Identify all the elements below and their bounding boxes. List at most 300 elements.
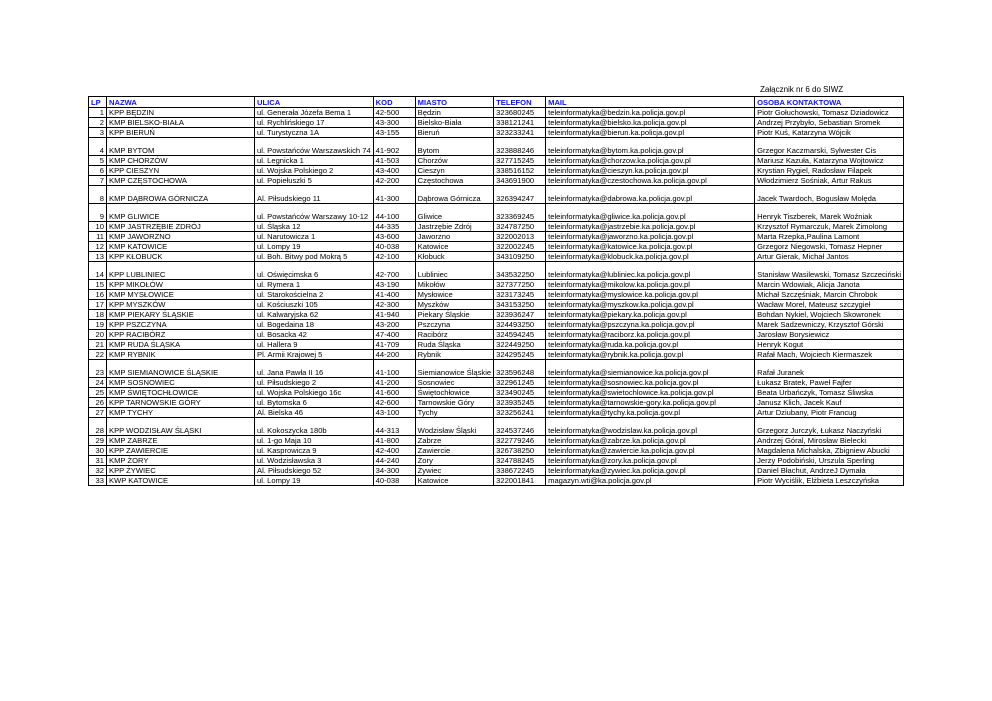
cell-lp: 31 <box>89 456 107 466</box>
header-kod: KOD <box>373 97 415 108</box>
cell-miasto: Rybnik <box>415 350 493 360</box>
cell-kod: 42-500 <box>373 108 415 118</box>
cell-mail: teleinformatyka@ruda.ka.policja.gov.pl <box>546 340 755 350</box>
cell-ulica: ul. Kalwaryjska 62 <box>255 310 374 320</box>
cell-miasto: Bieruń <box>415 128 493 138</box>
cell-nazwa: KMP TYCHY <box>107 408 255 418</box>
cell-osoba: Marta Rzepka,Paulina Lamont <box>755 232 904 242</box>
table-row <box>89 388 904 398</box>
cell-mail: teleinformatyka@myslowice.ka.policja.gov.pl <box>546 290 755 300</box>
cell-lp: 32 <box>89 466 107 476</box>
attachment-note: Załącznik nr 6 do SIWZ <box>760 85 844 94</box>
cell-mail: teleinformatyka@lubliniec.ka.policja.gov.pl <box>546 262 755 280</box>
cell-ulica: ul. Rychlińskiego 17 <box>255 118 374 128</box>
cell-osoba: Henryk Tiszberek, Marek Woźniak <box>755 204 904 222</box>
cell-lp: 9 <box>89 204 107 222</box>
cell-kod: 41-940 <box>373 310 415 320</box>
cell-osoba: Krystian Rygiel, Radosław Filapek <box>755 166 904 176</box>
cell-ulica: ul. Starokościelna 2 <box>255 290 374 300</box>
cell-kod: 43-400 <box>373 166 415 176</box>
table-row <box>89 118 904 128</box>
cell-kod: 43-100 <box>373 408 415 418</box>
table-row <box>89 408 904 418</box>
cell-lp: 19 <box>89 320 107 330</box>
cell-telefon: 323369245 <box>494 204 546 222</box>
cell-ulica: ul. Wojska Polskiego 16c <box>255 388 374 398</box>
cell-lp: 29 <box>89 436 107 446</box>
table-row <box>89 378 904 388</box>
cell-miasto: Wodzisław Śląski <box>415 418 493 436</box>
cell-kod: 41-800 <box>373 436 415 446</box>
cell-ulica: ul. Turystyczna 1A <box>255 128 374 138</box>
cell-osoba: Magdalena Michalska, Zbigniew Abucki <box>755 446 904 456</box>
cell-ulica: ul. Jana Pawła II 16 <box>255 360 374 378</box>
header-nazwa: NAZWA <box>107 97 255 108</box>
table-row <box>89 300 904 310</box>
cell-nazwa: KPP WODZISŁAW ŚLĄSKI <box>107 418 255 436</box>
cell-miasto: Mikołów <box>415 280 493 290</box>
cell-miasto: Dąbrowa Górnicza <box>415 186 493 204</box>
cell-lp: 4 <box>89 138 107 156</box>
cell-mail: teleinformatyka@swietochlowice.ka.policja.gov.pl <box>546 388 755 398</box>
cell-miasto: Sosnowiec <box>415 378 493 388</box>
cell-kod: 42-200 <box>373 176 415 186</box>
cell-osoba: Krzysztof Rymarczuk, Marek Zimolong <box>755 222 904 232</box>
cell-lp: 18 <box>89 310 107 320</box>
cell-nazwa: KPP MIKOŁÓW <box>107 280 255 290</box>
cell-lp: 23 <box>89 360 107 378</box>
cell-lp: 24 <box>89 378 107 388</box>
cell-lp: 2 <box>89 118 107 128</box>
cell-nazwa: KMP DĄBROWA GÓRNICZA <box>107 186 255 204</box>
cell-osoba: Jacek Twardoch, Bogusław Molęda <box>755 186 904 204</box>
table-row <box>89 436 904 446</box>
cell-ulica: ul. Wojska Polskiego 2 <box>255 166 374 176</box>
cell-telefon: 322001841 <box>494 476 546 486</box>
cell-ulica: ul. Kokoszycka 180b <box>255 418 374 436</box>
cell-miasto: Gliwice <box>415 204 493 222</box>
cell-miasto: Piekary Śląskie <box>415 310 493 320</box>
cell-miasto: Katowice <box>415 476 493 486</box>
cell-nazwa: KMP CHORZÓW <box>107 156 255 166</box>
cell-nazwa: KPP TARNOWSKIE GÓRY <box>107 398 255 408</box>
cell-ulica: ul. Kasprowicza 9 <box>255 446 374 456</box>
table-row <box>89 418 904 436</box>
cell-osoba: Bohdan Nykiel, Wojciech Skowronek <box>755 310 904 320</box>
cell-telefon: 327377250 <box>494 280 546 290</box>
cell-ulica: Pl. Armii Krajowej 5 <box>255 350 374 360</box>
cell-telefon: 323490245 <box>494 388 546 398</box>
cell-kod: 43-200 <box>373 320 415 330</box>
cell-mail: teleinformatyka@sosnowiec.ka.policja.gov.pl <box>546 378 755 388</box>
cell-osoba: Marcin Wdowiak, Alicja Janota <box>755 280 904 290</box>
table-row <box>89 466 904 476</box>
cell-mail: teleinformatyka@klobuck.ka.policja.gov.pl <box>546 252 755 262</box>
cell-mail: teleinformatyka@wodzislaw.ka.policja.gov.pl <box>546 418 755 436</box>
table-row <box>89 108 904 118</box>
cell-telefon: 323256241 <box>494 408 546 418</box>
table-row <box>89 204 904 222</box>
cell-telefon: 338121241 <box>494 118 546 128</box>
cell-telefon: 327715245 <box>494 156 546 166</box>
cell-lp: 16 <box>89 290 107 300</box>
cell-telefon: 322779246 <box>494 436 546 446</box>
cell-ulica: ul. Hallera 9 <box>255 340 374 350</box>
cell-kod: 41-200 <box>373 378 415 388</box>
cell-telefon: 343153250 <box>494 300 546 310</box>
cell-kod: 34-300 <box>373 466 415 476</box>
cell-telefon: 322961245 <box>494 378 546 388</box>
cell-telefon: 324493250 <box>494 320 546 330</box>
cell-lp: 6 <box>89 166 107 176</box>
table-row <box>89 176 904 186</box>
table-row <box>89 252 904 262</box>
cell-lp: 30 <box>89 446 107 456</box>
cell-kod: 42-600 <box>373 398 415 408</box>
cell-kod: 43-155 <box>373 128 415 138</box>
cell-ulica: ul. Wodzisławska 3 <box>255 456 374 466</box>
cell-kod: 40-038 <box>373 476 415 486</box>
cell-miasto: Będzin <box>415 108 493 118</box>
cell-osoba: Jarosław Borysiewicz <box>755 330 904 340</box>
table-row <box>89 310 904 320</box>
cell-nazwa: KMP MYSŁOWICE <box>107 290 255 300</box>
cell-telefon: 324594245 <box>494 330 546 340</box>
cell-nazwa: KPP BĘDZIN <box>107 108 255 118</box>
cell-mail: teleinformatyka@bielsko.ka.policja.gov.pl <box>546 118 755 128</box>
cell-osoba: Andrzej Góral, Mirosław Bielecki <box>755 436 904 446</box>
cell-kod: 41-503 <box>373 156 415 166</box>
cell-lp: 27 <box>89 408 107 418</box>
cell-ulica: ul. Generała Józefa Bema 1 <box>255 108 374 118</box>
table-row <box>89 186 904 204</box>
cell-miasto: Lubliniec <box>415 262 493 280</box>
cell-miasto: Jaworzno <box>415 232 493 242</box>
cell-mail: teleinformatyka@zywiec.ka.policja.gov.pl <box>546 466 755 476</box>
cell-nazwa: KMP JASTRZĘBIE ZDRÓJ <box>107 222 255 232</box>
header-mail: MAIL <box>546 97 755 108</box>
cell-miasto: Katowice <box>415 242 493 252</box>
cell-osoba: Grzegorz Niegowski, Tomasz Hepner <box>755 242 904 252</box>
cell-nazwa: KMP GLIWICE <box>107 204 255 222</box>
cell-kod: 42-400 <box>373 446 415 456</box>
cell-telefon: 322002245 <box>494 242 546 252</box>
cell-miasto: Tychy <box>415 408 493 418</box>
cell-ulica: ul. 1-go Maja 10 <box>255 436 374 446</box>
cell-ulica: ul. Lompy 19 <box>255 476 374 486</box>
cell-telefon: 323173245 <box>494 290 546 300</box>
table-row <box>89 222 904 232</box>
cell-nazwa: KMP RYBNIK <box>107 350 255 360</box>
table-row <box>89 156 904 166</box>
cell-nazwa: KMP BYTOM <box>107 138 255 156</box>
cell-miasto: Siemianowice Śląskie <box>415 360 493 378</box>
cell-nazwa: KPP CIESZYN <box>107 166 255 176</box>
cell-nazwa: KMP ŻORY <box>107 456 255 466</box>
cell-mail: teleinformatyka@bierun.ka.policja.gov.pl <box>546 128 755 138</box>
cell-osoba: Piotr Gołuchowski, Tomasz Dziadowicz <box>755 108 904 118</box>
cell-osoba: Rafał Mach, Wojciech Kiermaszek <box>755 350 904 360</box>
cell-lp: 5 <box>89 156 107 166</box>
table-row <box>89 138 904 156</box>
cell-mail: teleinformatyka@dabrowa.ka.policja.gov.pl <box>546 186 755 204</box>
cell-telefon: 324788245 <box>494 456 546 466</box>
cell-osoba: Mariusz Kazuła, Katarzyna Wojtowicz <box>755 156 904 166</box>
cell-mail: teleinformatyka@chorzow.ka.policja.gov.pl <box>546 156 755 166</box>
cell-osoba: Marek Sadzewniczy, Krzysztof Górski <box>755 320 904 330</box>
table-row <box>89 232 904 242</box>
cell-telefon: 323680245 <box>494 108 546 118</box>
cell-telefon: 326394247 <box>494 186 546 204</box>
cell-osoba: Rafał Juranek <box>755 360 904 378</box>
cell-miasto: Myszków <box>415 300 493 310</box>
cell-kod: 44-240 <box>373 456 415 466</box>
cell-osoba: Stanisław Wasilewski, Tomasz Szczeciński <box>755 262 904 280</box>
cell-osoba: Łukasz Bratek, Paweł Fajfer <box>755 378 904 388</box>
cell-nazwa: KMP BIELSKO-BIAŁA <box>107 118 255 128</box>
cell-osoba: Jerzy Podobiński, Urszula Sperling <box>755 456 904 466</box>
cell-mail: teleinformatyka@piekary.ka.policja.gov.pl <box>546 310 755 320</box>
cell-nazwa: KPP BIERUŃ <box>107 128 255 138</box>
cell-nazwa: KPP RACIBÓRZ <box>107 330 255 340</box>
header-osoba: OSOBA KONTAKTOWA <box>755 97 904 108</box>
cell-telefon: 323888246 <box>494 138 546 156</box>
table-row <box>89 340 904 350</box>
cell-ulica: ul. Piłsudskiego 2 <box>255 378 374 388</box>
cell-kod: 41-600 <box>373 388 415 398</box>
cell-miasto: Mysłowice <box>415 290 493 300</box>
cell-mail: teleinformatyka@cieszyn.ka.policja.gov.pl <box>546 166 755 176</box>
table-row <box>89 242 904 252</box>
cell-mail: teleinformatyka@zabrze.ka.policja.gov.pl <box>546 436 755 446</box>
cell-ulica: Al. Piłsudskiego 52 <box>255 466 374 476</box>
cell-kod: 41-300 <box>373 186 415 204</box>
cell-ulica: ul. Boh. Bitwy pod Mokrą 5 <box>255 252 374 262</box>
cell-ulica: Al. Bielska 46 <box>255 408 374 418</box>
cell-miasto: Kłobuck <box>415 252 493 262</box>
cell-ulica: ul. Powstańców Warszawskich 74 <box>255 138 374 156</box>
cell-osoba: Beata Urbańczyk, Tomasz Śliwska <box>755 388 904 398</box>
cell-lp: 13 <box>89 252 107 262</box>
cell-lp: 25 <box>89 388 107 398</box>
cell-lp: 3 <box>89 128 107 138</box>
cell-osoba: Włodzimierz Sośniak, Artur Rakus <box>755 176 904 186</box>
cell-kod: 43-190 <box>373 280 415 290</box>
cell-ulica: ul. Oświęcimska 6 <box>255 262 374 280</box>
table-row <box>89 330 904 340</box>
cell-mail: teleinformatyka@jastrzebie.ka.policja.gov.pl <box>546 222 755 232</box>
cell-lp: 22 <box>89 350 107 360</box>
cell-nazwa: KMP SIEMIANOWICE ŚLĄSKIE <box>107 360 255 378</box>
cell-mail: teleinformatyka@myszkow.ka.policja.gov.pl <box>546 300 755 310</box>
cell-nazwa: KMP SOSNOWIEC <box>107 378 255 388</box>
cell-miasto: Cieszyn <box>415 166 493 176</box>
cell-ulica: ul. Kościuszki 105 <box>255 300 374 310</box>
cell-kod: 44-335 <box>373 222 415 232</box>
cell-lp: 14 <box>89 262 107 280</box>
cell-osoba: Michał Szczęśniak, Marcin Chrobok <box>755 290 904 300</box>
cell-miasto: Częstochowa <box>415 176 493 186</box>
cell-kod: 44-200 <box>373 350 415 360</box>
cell-osoba: Henryk Kogut <box>755 340 904 350</box>
cell-miasto: Żory <box>415 456 493 466</box>
table-row <box>89 476 904 486</box>
cell-miasto: Ruda Śląska <box>415 340 493 350</box>
cell-mail: teleinformatyka@gliwice.ka.policja.gov.pl <box>546 204 755 222</box>
cell-kod: 40-038 <box>373 242 415 252</box>
cell-kod: 41-902 <box>373 138 415 156</box>
cell-osoba: Andrzej Przybyło, Sebastian Sromek <box>755 118 904 128</box>
cell-telefon: 323936247 <box>494 310 546 320</box>
cell-miasto: Zawiercie <box>415 446 493 456</box>
cell-nazwa: KMP RUDA ŚLĄSKA <box>107 340 255 350</box>
cell-telefon: 343691900 <box>494 176 546 186</box>
cell-kod: 43-600 <box>373 232 415 242</box>
cell-nazwa: KMP ŚWIĘTOCHŁOWICE <box>107 388 255 398</box>
cell-osoba: Artur Dziubany, Piotr Francug <box>755 408 904 418</box>
cell-mail: teleinformatyka@rybnik.ka.policja.gov.pl <box>546 350 755 360</box>
cell-mail: teleinformatyka@raciborz.ka.policja.gov.pl <box>546 330 755 340</box>
cell-lp: 15 <box>89 280 107 290</box>
cell-telefon: 338672245 <box>494 466 546 476</box>
cell-kod: 47-400 <box>373 330 415 340</box>
cell-telefon: 326738250 <box>494 446 546 456</box>
cell-ulica: Al. Piłsudskiego 11 <box>255 186 374 204</box>
table-row <box>89 456 904 466</box>
cell-osoba: Grzegor Kaczmarski, Sylwester Cis <box>755 138 904 156</box>
cell-nazwa: KMP CZĘSTOCHOWA <box>107 176 255 186</box>
cell-telefon: 324787250 <box>494 222 546 232</box>
cell-nazwa: KMP JAWORZNO <box>107 232 255 242</box>
cell-osoba: Artur Gierak, Michał Jantos <box>755 252 904 262</box>
cell-lp: 12 <box>89 242 107 252</box>
table-row <box>89 128 904 138</box>
cell-kod: 41-100 <box>373 360 415 378</box>
cell-kod: 43-300 <box>373 118 415 128</box>
cell-mail: teleinformatyka@mikolow.ka.policja.gov.pl <box>546 280 755 290</box>
cell-mail: teleinformatyka@tychy.ka.policja.gov.pl <box>546 408 755 418</box>
cell-lp: 11 <box>89 232 107 242</box>
header-miasto: MIASTO <box>415 97 493 108</box>
cell-telefon: 324295245 <box>494 350 546 360</box>
cell-mail: teleinformatyka@siemianowice.ka.policja.gov.pl <box>546 360 755 378</box>
table-row <box>89 262 904 280</box>
cell-ulica: ul. Legnicka 1 <box>255 156 374 166</box>
cell-lp: 1 <box>89 108 107 118</box>
cell-osoba: Wacław Morel, Mateusz szczygieł <box>755 300 904 310</box>
cell-nazwa: KPP PSZCZYNA <box>107 320 255 330</box>
cell-kod: 42-100 <box>373 252 415 262</box>
table-row <box>89 350 904 360</box>
table-row <box>89 280 904 290</box>
cell-nazwa: KPP KŁOBUCK <box>107 252 255 262</box>
cell-nazwa: KPP ZAWIERCIE <box>107 446 255 456</box>
cell-kod: 42-700 <box>373 262 415 280</box>
table-row <box>89 166 904 176</box>
cell-nazwa: KWP KATOWICE <box>107 476 255 486</box>
cell-osoba: Daniel Błachut, AndrzeJ Dymała <box>755 466 904 476</box>
cell-miasto: Jastrzębie Zdrój <box>415 222 493 232</box>
cell-telefon: 322449250 <box>494 340 546 350</box>
cell-telefon: 323596248 <box>494 360 546 378</box>
cell-nazwa: KMP KATOWICE <box>107 242 255 252</box>
contacts-table <box>88 96 904 486</box>
cell-nazwa: KPP LUBLINIEC <box>107 262 255 280</box>
cell-kod: 44-313 <box>373 418 415 436</box>
cell-osoba: Piotr Kuś, Katarzyna Wójcik <box>755 128 904 138</box>
cell-mail: teleinformatyka@katowice.ka.policja.gov.pl <box>546 242 755 252</box>
cell-lp: 26 <box>89 398 107 408</box>
cell-mail: teleinformatyka@zawiercie.ka.policja.gov.pl <box>546 446 755 456</box>
cell-kod: 41-709 <box>373 340 415 350</box>
cell-lp: 7 <box>89 176 107 186</box>
cell-miasto: Tarnowskie Góry <box>415 398 493 408</box>
cell-telefon: 343532250 <box>494 262 546 280</box>
cell-nazwa: KPP ŻYWIEC <box>107 466 255 476</box>
cell-miasto: Świętochłowice <box>415 388 493 398</box>
cell-telefon: 323233241 <box>494 128 546 138</box>
cell-lp: 21 <box>89 340 107 350</box>
cell-telefon: 324537246 <box>494 418 546 436</box>
table-row <box>89 398 904 408</box>
cell-nazwa: KMP PIEKARY ŚLĄSKIE <box>107 310 255 320</box>
cell-mail: teleinformatyka@czestochowa.ka.policja.gov.pl <box>546 176 755 186</box>
cell-ulica: ul. Bosacka 42 <box>255 330 374 340</box>
cell-lp: 8 <box>89 186 107 204</box>
header-lp: LP <box>89 97 107 108</box>
cell-mail: teleinformatyka@zory.ka.policja.gov.pl <box>546 456 755 466</box>
cell-lp: 33 <box>89 476 107 486</box>
cell-mail: magazyn.wti@ka.policja.gov.pl <box>546 476 755 486</box>
cell-osoba: Piotr Wyciślik, Elżbieta Leszczyńska <box>755 476 904 486</box>
table-row <box>89 290 904 300</box>
cell-mail: teleinformatyka@bytom.ka.policja.gov.pl <box>546 138 755 156</box>
cell-ulica: ul. Rymera 1 <box>255 280 374 290</box>
cell-miasto: Bytom <box>415 138 493 156</box>
table-row <box>89 320 904 330</box>
cell-miasto: Bielsko-Biała <box>415 118 493 128</box>
cell-miasto: Żywiec <box>415 466 493 476</box>
cell-lp: 17 <box>89 300 107 310</box>
cell-ulica: ul. Śląska 12 <box>255 222 374 232</box>
cell-ulica: ul. Bogedaina 18 <box>255 320 374 330</box>
cell-lp: 20 <box>89 330 107 340</box>
cell-mail: teleinformatyka@tarnowskie-gory.ka.policja.gov.pl <box>546 398 755 408</box>
cell-miasto: Zabrze <box>415 436 493 446</box>
cell-nazwa: KPP MYSZKÓW <box>107 300 255 310</box>
header-row <box>89 97 904 108</box>
cell-miasto: Chorzów <box>415 156 493 166</box>
cell-ulica: ul. Narutowicza 1 <box>255 232 374 242</box>
cell-mail: teleinformatyka@pszczyna.ka.policja.gov.pl <box>546 320 755 330</box>
cell-miasto: Pszczyna <box>415 320 493 330</box>
cell-osoba: Janusz Klich, Jacek Kauf <box>755 398 904 408</box>
cell-ulica: ul. Bytomska 6 <box>255 398 374 408</box>
cell-ulica: ul. Popiełuszki 5 <box>255 176 374 186</box>
cell-lp: 28 <box>89 418 107 436</box>
cell-kod: 41-400 <box>373 290 415 300</box>
cell-telefon: 338516152 <box>494 166 546 176</box>
cell-ulica: ul. Powstańców Warszawy 10-12 <box>255 204 374 222</box>
cell-kod: 44-100 <box>373 204 415 222</box>
cell-kod: 42-300 <box>373 300 415 310</box>
cell-mail: teleinformatyka@jaworzno.ka.policja.gov.pl <box>546 232 755 242</box>
cell-miasto: Racibórz <box>415 330 493 340</box>
cell-telefon: 323935245 <box>494 398 546 408</box>
cell-telefon: 322002013 <box>494 232 546 242</box>
table-row <box>89 446 904 456</box>
cell-telefon: 343109250 <box>494 252 546 262</box>
